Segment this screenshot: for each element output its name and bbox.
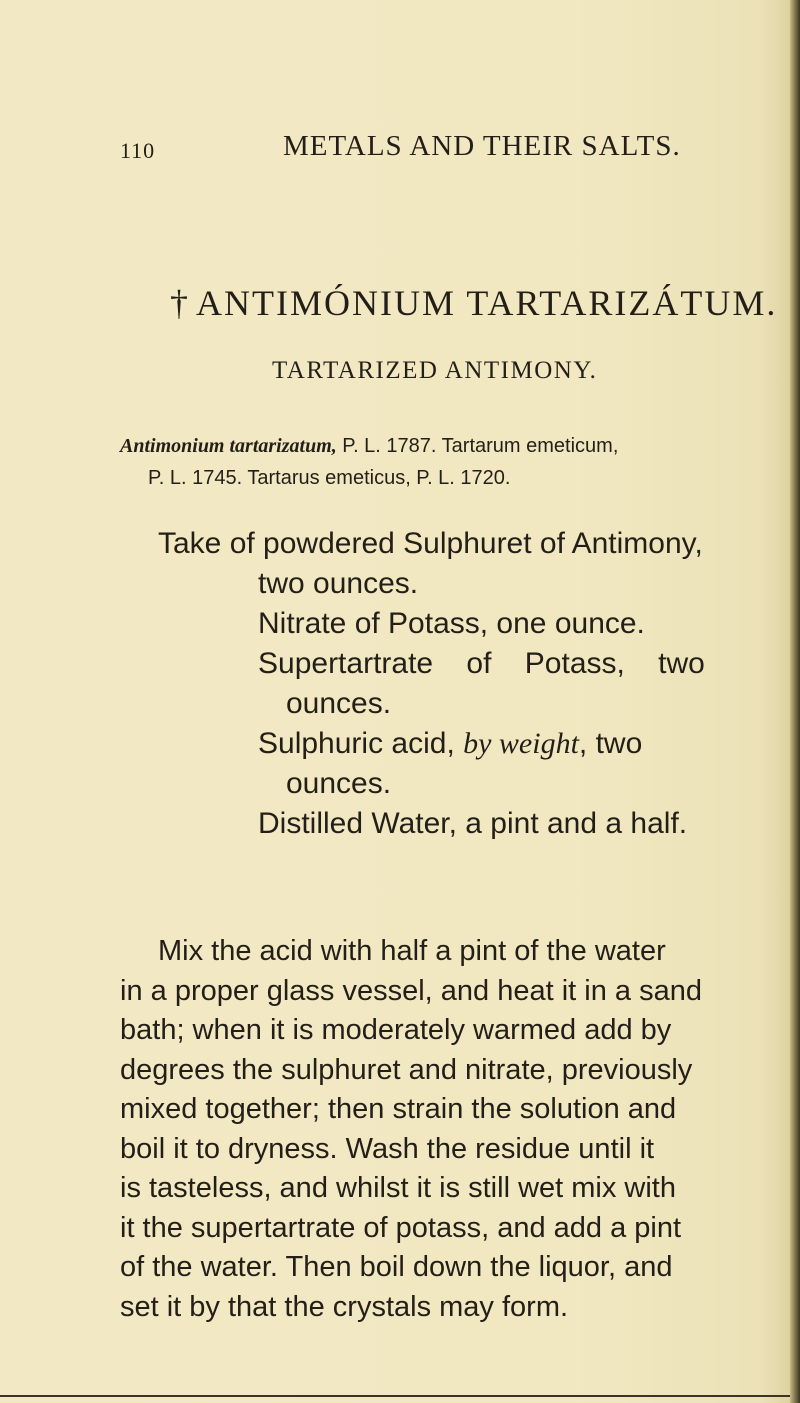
synonyms-line-1 xyxy=(120,430,790,462)
sulphuric-text: Sulphuric acid, xyxy=(258,727,464,760)
sulphuric-italic: by weight xyxy=(463,727,579,760)
instructions-paragraph xyxy=(120,932,770,1327)
instruction-line: of the water. Then boil down the liquor, and xyxy=(120,1251,673,1283)
instruction-line: boil it to dryness. Wash the residue until it xyxy=(120,1132,655,1165)
section-subtitle: TARTARIZED ANTIMONY. xyxy=(272,357,598,384)
ingredient-supertartrate: Supertartrate of Potass, two xyxy=(258,647,705,680)
running-head xyxy=(0,120,790,163)
section-title xyxy=(170,282,777,324)
instruction-line: Mix the acid with half a pint of the water xyxy=(158,935,666,967)
synonym-italic: Antimonium tartarizatum, xyxy=(120,435,337,457)
running-title: METALS AND THEIR SALTS. xyxy=(283,130,681,162)
instruction-line: in a proper glass vessel, and heat it in a sand xyxy=(120,974,702,1007)
ingredient-sulphuret-amount: two ounces. xyxy=(258,567,419,600)
page-bottom-rule xyxy=(0,1395,790,1397)
instruction-line: set it by that the crystals may form. xyxy=(120,1290,569,1323)
instruction-line: mixed together; then strain the solution and xyxy=(120,1093,677,1125)
synonyms-block xyxy=(120,430,790,494)
instruction-line: bath; when it is moderately warmed add by xyxy=(120,1014,672,1046)
ingredient-supertartrate-amount: ounces. xyxy=(286,687,392,720)
instruction-line: it the supertartrate of potass, and add a pint xyxy=(120,1211,682,1244)
ingredient-nitrate: Nitrate of Potass, one ounce. xyxy=(258,607,645,640)
synonym-rest: P. L. 1787. Tartarum emeticum, xyxy=(336,435,619,457)
section-title-text: ANTIMÓNIUM TARTARIZÁTUM. xyxy=(196,283,778,323)
synonyms-line-2: P. L. 1745. Tartarus emeticus, P. L. 1720. xyxy=(148,467,511,489)
ingredient-sulphuric-unit: ounces. xyxy=(286,767,392,800)
page-number: 110 xyxy=(120,138,156,163)
ingredient-sulphuret: Take of powdered Sulphuret of Antimony, xyxy=(158,527,703,560)
sulphuric-amount: , two xyxy=(578,727,643,760)
instruction-line: is tasteless, and whilst it is still wet mix with xyxy=(120,1172,676,1204)
recipe-ingredients xyxy=(158,524,798,844)
ingredient-sulphuric xyxy=(158,724,798,764)
ingredient-water: Distilled Water, a pint and a half. xyxy=(258,807,688,840)
book-spine-edge xyxy=(790,0,800,1403)
dagger-mark: † xyxy=(170,283,190,323)
instruction-line: degrees the sulphuret and nitrate, previously xyxy=(120,1053,693,1086)
